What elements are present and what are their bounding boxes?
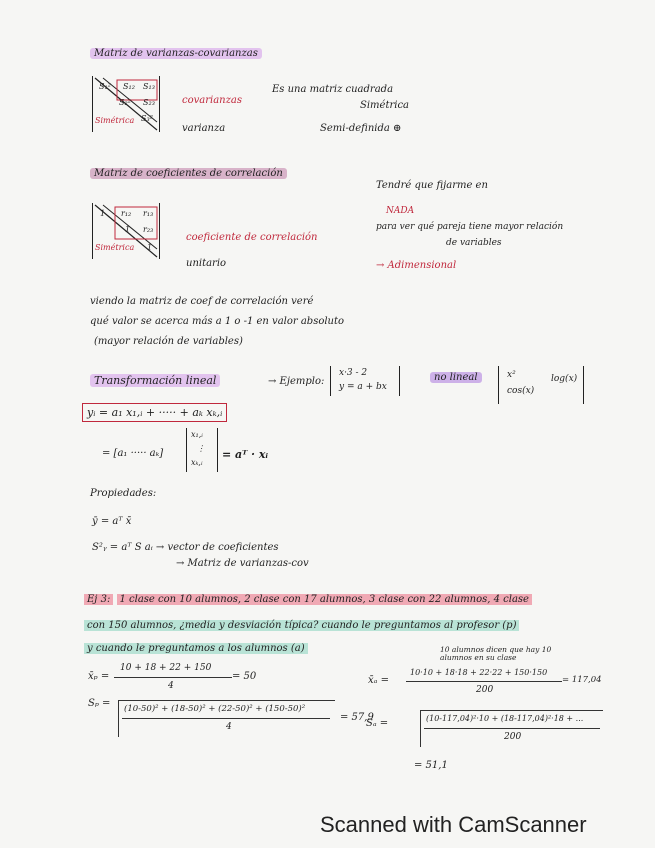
vector-entry: x₁,ᵢ <box>191 430 203 439</box>
xa-annotation: 10 alumnos dicen que hay 10 alumnos en su clase <box>440 645 552 663</box>
symmetric-label: Simétrica <box>95 243 135 252</box>
fraction-line <box>424 728 600 729</box>
xa-denominator: 200 <box>476 685 494 695</box>
note-line: Tendré que fijarme en <box>376 180 488 191</box>
paragraph-line: qué valor se acerca más a 1 o -1 en valor absoluto <box>90 316 345 327</box>
xa-numerator: 10·10 + 18·18 + 22·22 + 150·150 <box>410 668 548 677</box>
camscanner-watermark: Scanned with CamScanner <box>320 812 587 837</box>
vector-entry: ⋮ <box>197 444 205 453</box>
matrix-cell: S₁² <box>99 82 111 91</box>
section-title-correlacion: Matriz de coeficientes de correlación <box>90 168 287 180</box>
sp-numerator: (10-50)² + (18-50)² + (22-50)² + (150-50)² <box>124 704 306 714</box>
fraction-line <box>406 681 562 682</box>
section-title-varianzas: Matriz de varianzas-covarianzas <box>90 48 262 60</box>
covarianzas-label: covarianzas <box>182 95 242 106</box>
matrix-cell: 1 <box>125 225 131 234</box>
xp-denominator: 4 <box>168 681 174 691</box>
nonlinear-bracket <box>498 366 584 404</box>
nonlinear-label: no lineal <box>430 372 482 384</box>
desc-line: Semi-definida ⊕ <box>320 123 402 134</box>
note-line: de variables <box>446 238 502 248</box>
paragraph-line: viendo la matriz de coef de correlación veré <box>90 296 314 307</box>
property-line: ȳ = aᵀ x̄ <box>92 516 132 527</box>
example-label: → Ejemplo: <box>268 376 325 387</box>
property-line: → Matriz de varianzas-cov <box>176 558 309 569</box>
fraction-line <box>114 677 232 678</box>
paragraph-line: (mayor relación de variables) <box>94 336 243 347</box>
linear-formula-box: yᵢ = a₁ x₁,ᵢ + ····· + aₖ xₖ,ᵢ <box>82 406 227 419</box>
correlation-matrix <box>92 203 160 259</box>
sp-result: = 57,9 <box>340 712 374 723</box>
example-bracket <box>330 366 400 396</box>
exercise-line: Ej 3: 1 clase con 10 alumnos, 2 clase con 17 alumnos, 3 clase con 22 alumnos, 4 clase <box>84 594 532 606</box>
matrix-cell: S₂₃ <box>143 98 155 107</box>
note-line: NADA <box>386 206 415 216</box>
matrix-cell: r₁₃ <box>143 209 154 218</box>
xp-result: = 50 <box>232 671 257 682</box>
nonlinear-item: log(x) <box>551 374 578 384</box>
symmetric-label: Simétrica <box>95 116 135 125</box>
properties-title: Propiedades: <box>90 488 157 499</box>
xp-numerator: 10 + 18 + 22 + 150 <box>120 663 212 673</box>
nonlinear-item: cos(x) <box>507 386 535 396</box>
note-line: → Adimensional <box>376 260 457 271</box>
sp-denominator: 4 <box>226 722 232 732</box>
note-line: para ver qué pareja tiene mayor relación <box>376 222 564 232</box>
desc-line: Es una matriz cuadrada <box>272 84 394 95</box>
xa-label: x̄ₐ = <box>368 675 389 686</box>
matrix-cell: S₃² <box>141 114 153 123</box>
coef-label: coeficiente de correlación <box>186 232 318 243</box>
exercise-line: y cuando le preguntamos a los alumnos (a) <box>84 643 308 655</box>
vector-entry: xₖ,ᵢ <box>191 458 203 467</box>
nonlinear-item: x² <box>507 370 516 380</box>
example-line: y = a + bx <box>339 382 387 392</box>
property-line: S²ᵧ = aᵀ S aᵢ → vector de coeficientes <box>92 542 279 553</box>
sa-label: Sₐ = <box>366 718 389 729</box>
covariance-matrix <box>92 76 160 132</box>
coef-row-vector: = [a₁ ····· aₖ] <box>102 448 164 459</box>
matrix-result: = aᵀ · xᵢ <box>222 448 269 461</box>
sa-denominator: 200 <box>504 732 522 742</box>
matrix-cell: S₂² <box>119 98 131 107</box>
matrix-cell: S₁₃ <box>143 82 155 91</box>
sa-result: = 51,1 <box>414 760 448 771</box>
matrix-cell: r₁₂ <box>121 209 132 218</box>
matrix-cell: S₁₂ <box>123 82 135 91</box>
unit-label: unitario <box>186 258 227 269</box>
exercise-line: con 150 alumnos, ¿media y desviación típica? cuando le preguntamos al profesor (p) <box>84 620 519 632</box>
example-line: x·3 - 2 <box>339 368 368 378</box>
xa-result: = 117,04 <box>562 675 602 685</box>
desc-line: Simétrica <box>360 100 410 111</box>
matrix-cell: 1 <box>147 243 153 252</box>
matrix-cell: r₂₃ <box>143 225 154 234</box>
fraction-line <box>122 718 330 719</box>
xp-label: x̄ₚ = <box>88 671 110 682</box>
varianza-label: varianza <box>182 123 226 134</box>
sp-label: Sₚ = <box>88 698 111 709</box>
sa-numerator: (10-117,04)²·10 + (18-117,04)²·18 + ... <box>426 714 584 723</box>
matrix-cell: 1 <box>100 209 106 218</box>
section-title-transformacion: Transformación lineal <box>90 374 220 387</box>
column-vector <box>186 428 218 472</box>
